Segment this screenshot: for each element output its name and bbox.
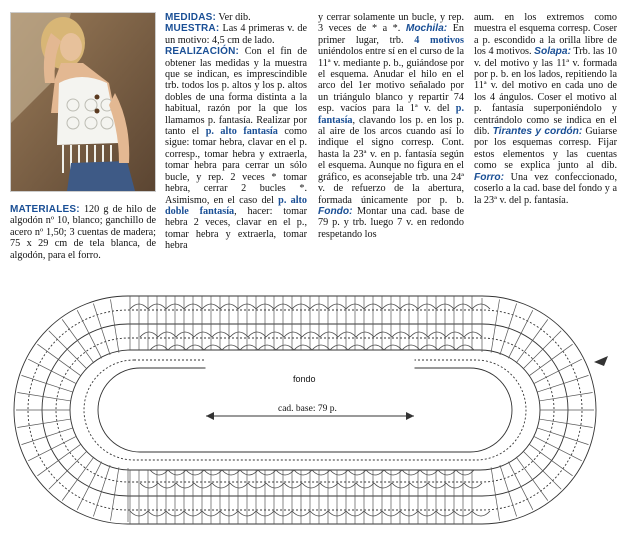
stitch-tick (37, 344, 81, 376)
stitch-arc (402, 470, 420, 475)
stitch-arc (438, 345, 456, 350)
stitch-arc (266, 483, 284, 488)
stitch-arc (204, 345, 222, 350)
stitch-tick (516, 457, 548, 501)
stitch-arc (150, 470, 168, 475)
stitch-tick (491, 467, 499, 520)
stitch-tick (62, 319, 94, 363)
realizacion-text-2: como sigue: tomar hebra, clavar en el p. corresp., tomar hebra y extraerla, tomar hebra para cerrar un sólo bucle, y rep. 2 veces * tomar hebra, cerrar 2 bucles *. Asimismo, en el caso del (165, 126, 307, 206)
col3-text-4: , clavando los p. en los p. al aire de los arcos cuando así lo indique el signo corresp. Cont. hasta la 23ª v. en p. fantasía según el esquema. Aunque no figura en el gráfico, es aconsejable trb. una 24ª v. de refuerzo de la abertura, formada únicamente por p. b. (318, 114, 464, 206)
stitch-arc (284, 483, 302, 488)
stitch-arc (420, 345, 438, 350)
stitch-arc (384, 345, 402, 350)
stitch-arc (204, 470, 222, 475)
realizacion-text-3: , hacer: tomar hebra 2 veces, clavar en el p., tomar hebra y extraerla, tomar hebra (165, 205, 307, 252)
medidas-heading: MEDIDAS: (165, 12, 217, 23)
stitch-arc (374, 332, 392, 337)
stitch-tick (539, 392, 592, 400)
stitch-arc (320, 483, 338, 488)
stitch-arc (258, 470, 276, 475)
muestra-heading: MUESTRA: (165, 23, 220, 35)
stitch-arc (464, 332, 482, 337)
stitch-tick (491, 299, 499, 352)
stitch-arc (212, 332, 230, 337)
stitch-arc (284, 332, 302, 337)
stitch-arc (212, 483, 230, 488)
stitch-tick (17, 392, 70, 400)
col4-text-4: Una vez confeccionado, coserlo a la cad. base del fondo y a la 23ª v. del p. fantasía. (474, 171, 617, 206)
stitch-tick (539, 419, 592, 427)
stitch-arc (464, 483, 482, 488)
stitch-arc (420, 470, 438, 475)
stitch-arc (158, 483, 176, 488)
crochet-chart-fondo (10, 292, 620, 528)
stitch-arc (158, 332, 176, 337)
fondo-label: fondo (293, 374, 316, 384)
stitch-arc (472, 304, 490, 309)
stitch-arc (446, 332, 464, 337)
stitch-arc (294, 470, 312, 475)
stitch-tick (529, 344, 573, 376)
stitch-arc (276, 345, 294, 350)
stitch-arc (472, 511, 490, 516)
stitch-arc (248, 483, 266, 488)
realizacion-heading: REALIZACIÓN: (165, 46, 240, 58)
stitch-arc (384, 470, 402, 475)
stitch-tick (17, 419, 70, 427)
stitch-arc (266, 332, 284, 337)
stitch-tick (529, 444, 573, 476)
medidas-text: Ver dib. (218, 12, 251, 23)
muestra-text: Las 4 primeras v. de un motivo: 4,5 cm de lado. (165, 23, 308, 46)
column-2 (165, 12, 307, 252)
punto-fantasia: p. fantasía (318, 103, 464, 126)
stitch-arc (366, 345, 384, 350)
stitch-arc (194, 483, 212, 488)
tirantes-heading: Tirantes y cordón: (492, 126, 583, 138)
stitch-arc (456, 345, 474, 350)
column-4 (474, 12, 617, 206)
stitch-arc (446, 483, 464, 488)
woman-crochet-top-photo (11, 13, 155, 191)
stitch-arc (410, 483, 428, 488)
col3-text-2: En primer lugar, trb. (318, 23, 465, 46)
stitch-tick (523, 451, 561, 489)
stitch-arc (410, 332, 428, 337)
stitch-arc (240, 345, 258, 350)
stitch-arc (276, 470, 294, 475)
stitch-arc (230, 332, 248, 337)
fondo-heading: Fondo: (318, 205, 353, 217)
stitch-arc (428, 483, 446, 488)
stitch-tick (62, 457, 94, 501)
stitch-tick (110, 299, 118, 352)
stitch-arc (338, 483, 356, 488)
stitch-arc (428, 332, 446, 337)
mochila-heading: Mochila: (405, 23, 448, 35)
materiales-heading: MATERIALES: (10, 204, 80, 215)
realizacion-text-1: Con el fin de obtener las medidas y la muestra que se indican, es imprescindible trb. todos los p. altos y los p. altos dobles de una forma distinta a la habitual, razón por la que los llamamos p. fantasía. Realizar por tanto el (165, 46, 307, 138)
materiales-block (10, 204, 156, 261)
stitch-arc (402, 345, 420, 350)
stitch-arc (176, 483, 194, 488)
materiales-text: 120 g de hilo de algodón nº 10, blanco; ganchillo de acero nº 1,50; 3 cuentas de madera; 75 x 29 cm de tela blanca, de algodón, para el forro. (10, 204, 156, 261)
cuatro-motivos: 4 motivos (414, 34, 464, 46)
start-arrow-icon (594, 356, 608, 366)
stitch-arc (348, 470, 366, 475)
model-photo (10, 12, 156, 192)
stitch-tick (110, 467, 118, 520)
stitch-arc (150, 345, 168, 350)
stitch-arc (392, 332, 410, 337)
stitch-arc (222, 345, 240, 350)
stitch-arc (194, 332, 212, 337)
stitch-arc (168, 345, 186, 350)
stitch-arc (140, 483, 158, 488)
punto-alto-doble-fantasia: p. alto doble fantasía (165, 194, 308, 217)
stitch-arc (356, 483, 374, 488)
stitch-arc (348, 345, 366, 350)
stitch-arc (366, 470, 384, 475)
stitch-arc (302, 332, 320, 337)
stitch-arc (248, 332, 266, 337)
stitch-arc (330, 345, 348, 350)
stitch-tick (37, 444, 81, 476)
stitch-arc (320, 332, 338, 337)
stitch-arc (356, 332, 374, 337)
stitch-arc (330, 470, 348, 475)
stitch-arc (302, 483, 320, 488)
stitch-tick (49, 451, 87, 489)
stitch-arc (140, 332, 158, 337)
stitch-arc (168, 470, 186, 475)
stitch-arc (312, 345, 330, 350)
stitch-arc (438, 470, 456, 475)
col4-text-1: aum. en los extremos como muestra el esquema corresp. Coser a p. escondido a la orilla libre de los 4 motivos. (474, 12, 617, 58)
col3-text-3: uniéndolos entre sí en el curso de la 11ª v. mediante p. b., guiándose por el esquema. Anudar el hilo en el arco del 1er motivo señalado por un triángulo blanco y repartir 74 esp. vacíos para la 1ª v. del (318, 46, 464, 115)
solapa-heading: Solapa: (534, 46, 571, 58)
stitch-arc (294, 345, 312, 350)
stitch-arc (258, 345, 276, 350)
col3-text-1: y cerrar solamente un bucle, y rep. 3 veces de * a *. (318, 12, 464, 35)
cad-base-label: cad. base: 79 p. (278, 404, 337, 414)
forro-heading: Forro: (474, 171, 504, 183)
stitch-arc (312, 470, 330, 475)
stitch-arc (338, 332, 356, 337)
col4-text-2: Trb. las 10 v. del motivo y las 11ª v. formada por p. b. en los lados, repitiendo la 11ª v. del motivo en cada uno de los 4 ángulos. Coser el motivo al p. fantasía superponiéndolo y centrándolo como se indica en el dib. (474, 46, 617, 138)
col3-text-5: Montar una cad. base de 79 p. y trb. luego 7 v. en redondo respetando los (318, 205, 465, 240)
stitch-tick (49, 331, 87, 369)
stitch-arc (176, 332, 194, 337)
stitch-arc (456, 470, 474, 475)
stitch-arc (186, 345, 204, 350)
col4-text-3: Guiarse por los esquemas corresp. Fijar estos elementos y las cuentas como se explica junto al dib. (474, 126, 617, 172)
punto-alto-fantasia: p. alto fantasía (205, 126, 278, 138)
stitch-tick (516, 319, 548, 363)
stitch-arc (392, 483, 410, 488)
stitch-arc (240, 470, 258, 475)
stitch-arc (186, 470, 204, 475)
stitch-arc (222, 470, 240, 475)
stitch-tick (523, 331, 561, 369)
stitch-arc (230, 483, 248, 488)
column-3 (318, 12, 464, 240)
stitch-arc (374, 483, 392, 488)
